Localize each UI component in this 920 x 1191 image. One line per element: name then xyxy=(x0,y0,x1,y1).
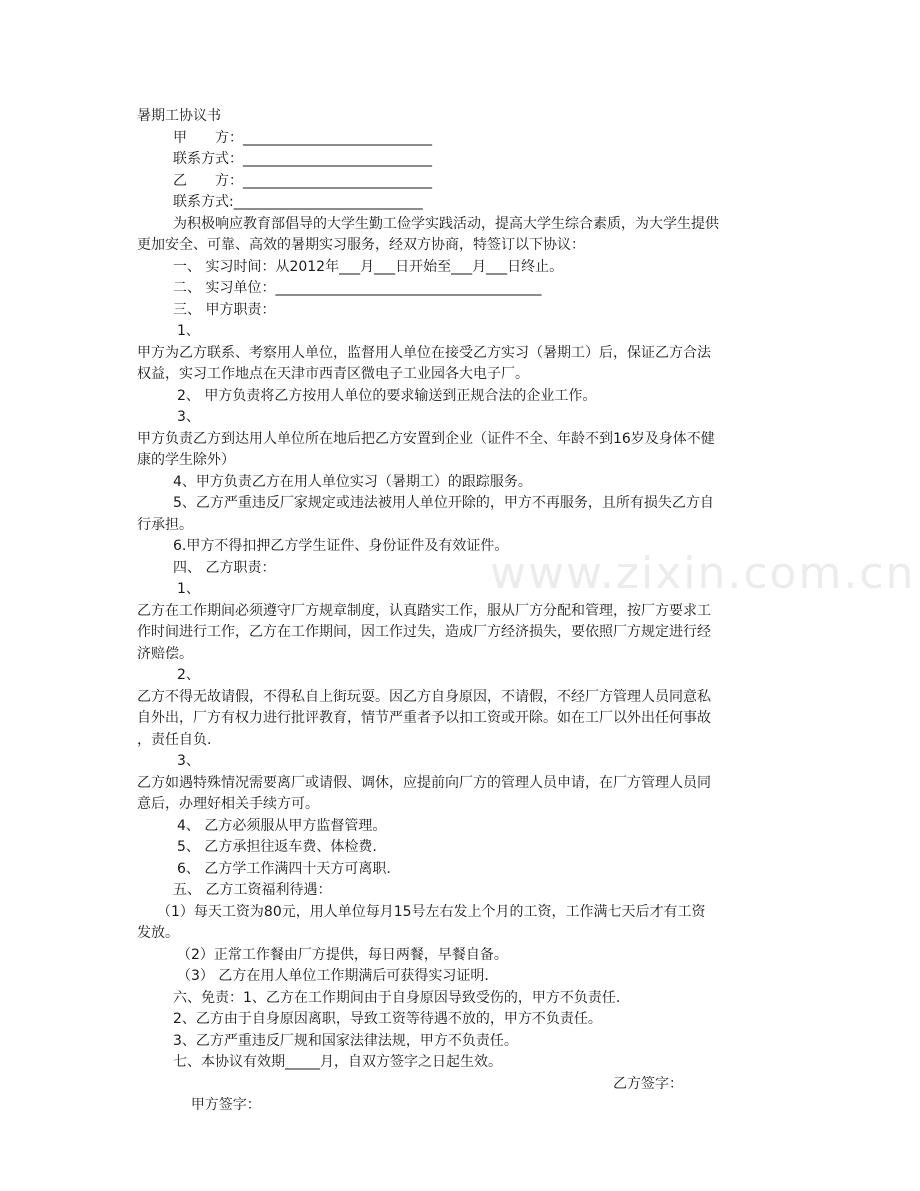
section-internship-time: 一、 实习时间：从2012年___月___日开始至___月___日终止。 xyxy=(173,258,564,275)
paragraph-line: 6、 乙方学工作满四十天方可离职. xyxy=(177,860,391,877)
paragraph-line: 意后，办理好相关手续方可。 xyxy=(137,796,319,812)
paragraph-line: 3、乙方严重违反厂规和国家法律法规，甲方不负责任。 xyxy=(173,1032,518,1049)
paragraph-line: 2、 甲方负责将乙方按用人单位的要求输送到正规合法的企业工作。 xyxy=(177,387,597,404)
section-validity: 七、本协议有效期_____月，自双方签字之日起生效。 xyxy=(173,1054,502,1070)
paragraph-line: 康的学生除外） xyxy=(137,452,235,468)
party-a-field: 甲 方：___________________________ xyxy=(173,129,432,146)
item-number: 1、 xyxy=(177,581,200,597)
item-number: 2、 xyxy=(177,667,200,683)
paragraph-line: 乙方在工作期间必须遵守厂方规章制度，认真踏实工作，服从厂方分配和管理，按厂方要求工 xyxy=(137,602,711,619)
paragraph-line: 5、 乙方承担往返车费、体检费. xyxy=(177,839,377,855)
paragraph-line: 4、甲方负责乙方在用人单位实习（暑期工）的跟踪服务。 xyxy=(173,473,532,490)
contact-a-field: 联系方式：___________________________ xyxy=(173,151,432,167)
paragraph-line: 5、乙方严重违反厂家规定或违法被用人单位开除的，甲方不再服务，且所有损失乙方自 xyxy=(173,495,714,511)
item-number: 1、 xyxy=(177,323,200,339)
document-title: 暑期工协议书 xyxy=(137,108,221,124)
paragraph-line: 2、乙方由于自身原因离职，导致工资等待遇不放的，甲方不负责任。 xyxy=(173,1011,602,1027)
paragraph-line: 济赔偿。 xyxy=(137,645,193,662)
paragraph-line: 发放。 xyxy=(137,925,179,941)
intro-line: 为积极响应教育部倡导的大学生勤工俭学实践活动，提高大学生综合素质，为大学生提供 xyxy=(173,215,719,232)
paragraph-line: 自外出，厂方有权力进行批评教育，情节严重者予以扣工资或开除。如在工厂以外出任何事故 xyxy=(137,710,711,726)
paragraph-line: 甲方负责乙方到达用人单位所在地后把乙方安置到企业（证件不全、年龄不到16岁及身体不健 xyxy=(137,430,715,447)
agreement-document xyxy=(137,106,787,1113)
party-b-signature-label: 乙方签字： xyxy=(613,1075,683,1092)
paragraph-line: 乙方不得无故请假，不得私自上街玩耍。因乙方自身原因，不请假，不经厂方管理人员同意私 xyxy=(137,688,711,705)
section-wages-benefits: 五、 乙方工资福利待遇： xyxy=(173,882,332,898)
paragraph-line: 6.甲方不得扣押乙方学生证件、身份证件及有效证件。 xyxy=(173,538,509,554)
item-number: 3、 xyxy=(177,753,200,769)
paragraph-line: 4、 乙方必须服从甲方监督管理。 xyxy=(177,817,387,834)
section-disclaimer: 六、免责：1、乙方在工作期间由于自身原因导致受伤的，甲方不负责任. xyxy=(173,989,621,1006)
paragraph-line: ，责任自负. xyxy=(137,731,212,748)
paragraph-line: （2）正常工作餐由厂方提供，每日两餐，早餐自备。 xyxy=(177,946,508,963)
watermark: www.zixin.com.cn xyxy=(490,548,916,599)
paragraph-line: 权益，实习工作地点在天津市西青区微电子工业园各大电子厂。 xyxy=(137,366,529,382)
intro-line: 更加安全、可靠、高效的暑期实习服务，经双方协商，特签订以下协议： xyxy=(137,237,585,253)
section-party-b-duties: 四、 乙方职责： xyxy=(173,559,276,576)
contact-b-field: 联系方式:___________________________ xyxy=(173,194,423,210)
party-b-field: 乙 方：___________________________ xyxy=(173,172,432,189)
item-number: 3、 xyxy=(177,409,200,425)
section-party-a-duties: 三、 甲方职责： xyxy=(173,301,276,318)
paragraph-line: （3） 乙方在用人单位工作期满后可获得实习证明. xyxy=(177,968,489,984)
paragraph-line: 乙方如遇特殊情况需要离厂或请假、调休，应提前向厂方的管理人员申请，在厂方管理人员同 xyxy=(137,774,711,791)
party-a-signature-label: 甲方签字： xyxy=(190,1097,261,1113)
paragraph-line: （1）每天工资为80元，用人单位每月15号左右发上个月的工资，工作满七天后才有工资 xyxy=(157,903,706,920)
paragraph-line: 甲方为乙方联系、考察用人单位，监督用人单位在接受乙方实习（暑期工）后，保证乙方合法 xyxy=(137,344,711,361)
paragraph-line: 作时间进行工作，乙方在工作期间，因工作过失，造成厂方经济损失，要依照厂方规定进行经 xyxy=(137,624,711,640)
signature-row xyxy=(137,1074,787,1113)
section-internship-unit: 二、 实习单位：______________________________________ xyxy=(173,280,542,296)
paragraph-line: 行承担。 xyxy=(137,516,193,533)
